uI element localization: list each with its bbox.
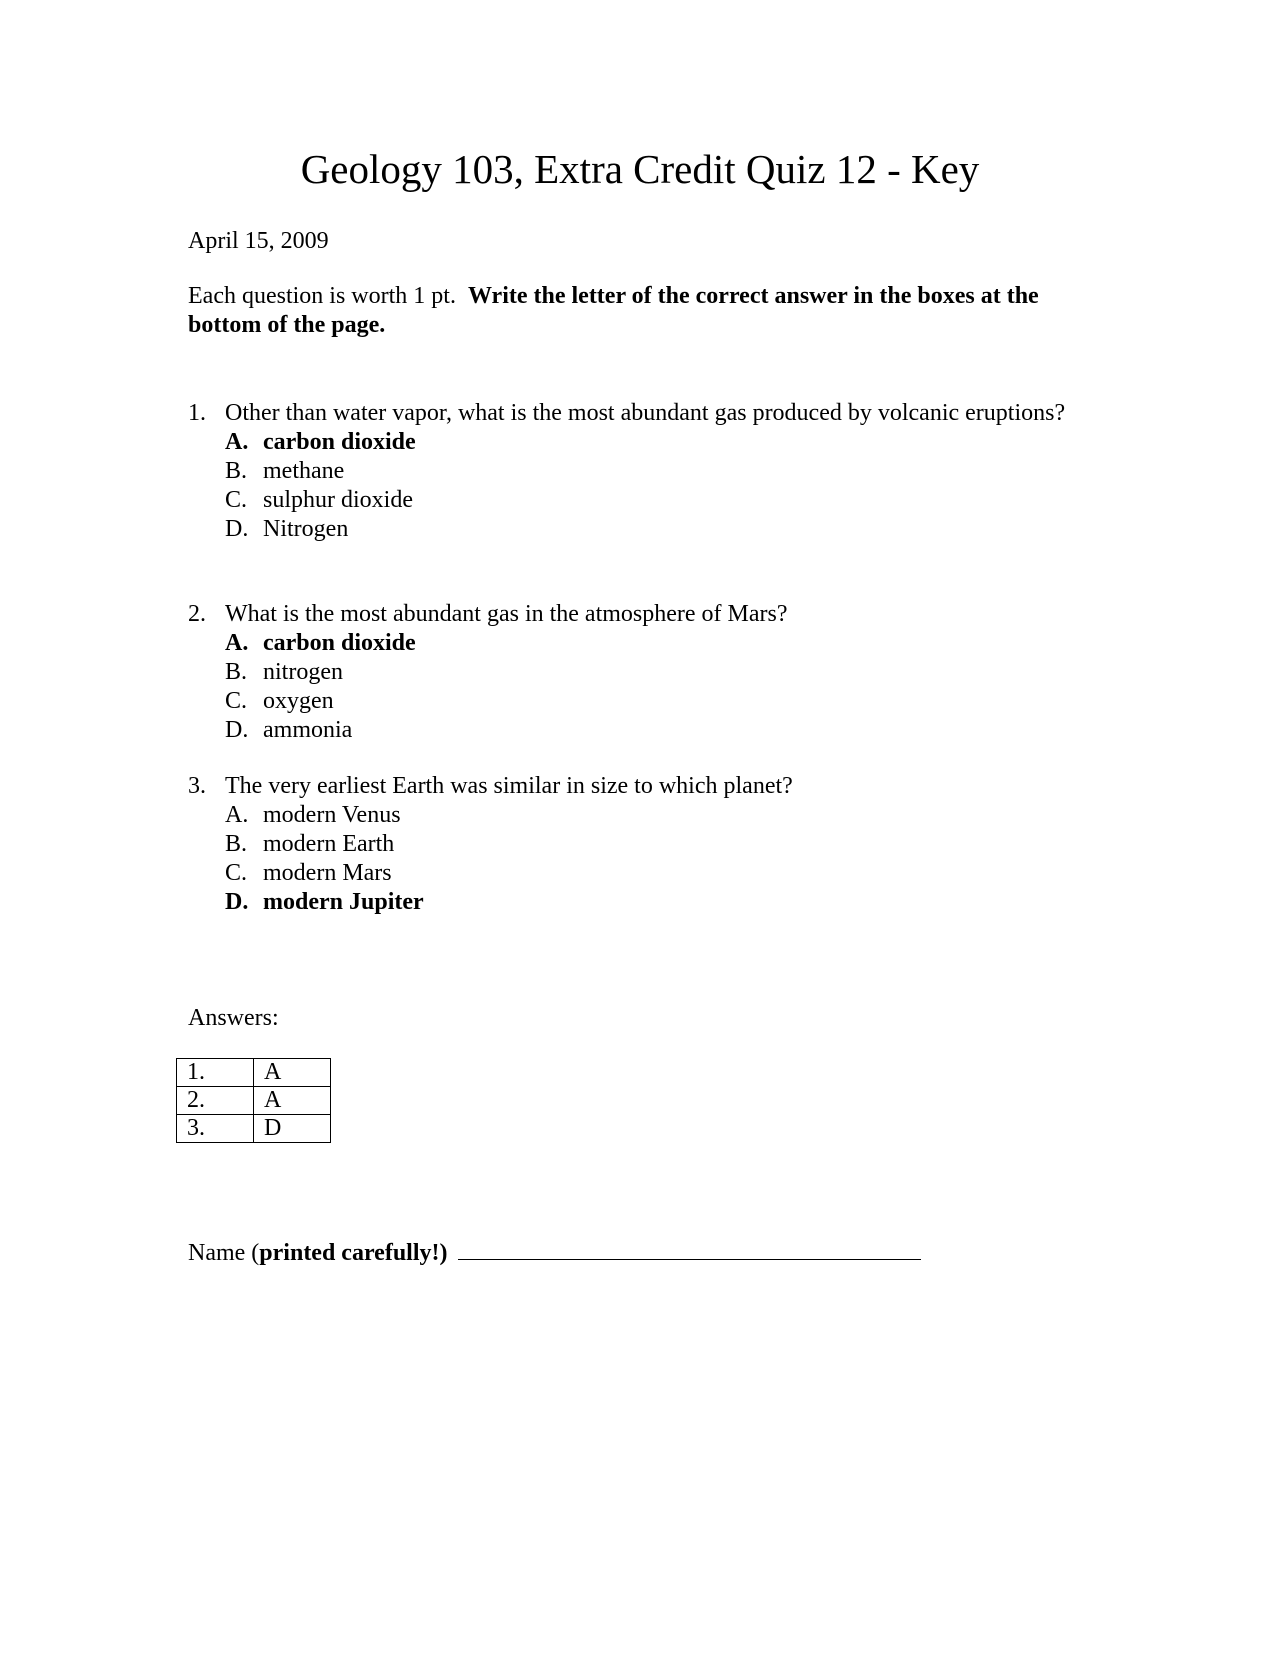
question-1 bbox=[188, 399, 1088, 544]
option-text: ammonia bbox=[263, 717, 353, 743]
option-correct bbox=[225, 428, 1088, 457]
option-list bbox=[225, 428, 1088, 544]
option-text: sulphur dioxide bbox=[263, 487, 413, 513]
option bbox=[225, 486, 1088, 515]
option bbox=[225, 830, 1088, 859]
option-letter: D. bbox=[225, 516, 249, 542]
option-letter: B. bbox=[225, 831, 248, 857]
instructions-bold: Write the letter of the correct answer in the boxes at the bottom of the page. bbox=[188, 283, 1039, 338]
option-letter: D. bbox=[225, 717, 249, 743]
answer-number: 1. bbox=[177, 1059, 254, 1087]
option-letter: D. bbox=[225, 889, 249, 915]
instructions-plain: Each question is worth 1 pt. bbox=[188, 283, 456, 309]
option bbox=[225, 687, 1088, 716]
option-text: modern Earth bbox=[263, 831, 395, 857]
option-text: methane bbox=[263, 458, 345, 484]
name-suffix: ) bbox=[439, 1240, 448, 1266]
quiz-date: April 15, 2009 bbox=[188, 228, 329, 254]
page-title: Geology 103, Extra Credit Quiz 12 - Key bbox=[300, 146, 980, 192]
option-letter: A. bbox=[225, 802, 249, 828]
question-number: 2. bbox=[188, 601, 206, 627]
option-text: oxygen bbox=[263, 688, 334, 714]
option bbox=[225, 658, 1088, 687]
option-list bbox=[225, 629, 1088, 745]
answer-box[interactable]: A bbox=[254, 1087, 331, 1115]
table-row bbox=[177, 1087, 331, 1115]
option-letter: A. bbox=[225, 630, 249, 656]
option-letter: C. bbox=[225, 860, 248, 886]
question-text: Other than water vapor, what is the most abundant gas produced by volcanic eruptions? bbox=[225, 400, 1066, 426]
option-letter: B. bbox=[225, 458, 248, 484]
option-text: nitrogen bbox=[263, 659, 343, 685]
name-instruction: printed carefully! bbox=[259, 1240, 440, 1266]
table-row bbox=[177, 1115, 331, 1143]
option-letter: C. bbox=[225, 688, 248, 714]
question-text: The very earliest Earth was similar in size to which planet? bbox=[225, 773, 793, 799]
answer-box[interactable]: A bbox=[254, 1059, 331, 1087]
option bbox=[225, 859, 1088, 888]
option-list bbox=[225, 801, 1088, 917]
question-2 bbox=[188, 600, 1088, 745]
option-letter: C. bbox=[225, 487, 248, 513]
question-number: 3. bbox=[188, 773, 206, 799]
option-correct bbox=[225, 629, 1088, 658]
option-text: Nitrogen bbox=[263, 516, 349, 542]
question-text: What is the most abundant gas in the atmosphere of Mars? bbox=[225, 601, 788, 627]
option-text: modern Jupiter bbox=[263, 889, 424, 915]
name-field[interactable] bbox=[458, 1235, 921, 1260]
option-text: modern Venus bbox=[263, 802, 401, 828]
option bbox=[225, 801, 1088, 830]
question-number: 1. bbox=[188, 400, 206, 426]
answer-number: 3. bbox=[177, 1115, 254, 1143]
option bbox=[225, 716, 1088, 745]
answer-table bbox=[176, 1058, 331, 1143]
option-text: carbon dioxide bbox=[263, 429, 416, 455]
option bbox=[225, 457, 1088, 486]
instructions bbox=[188, 282, 1088, 340]
answer-box[interactable]: D bbox=[254, 1115, 331, 1143]
name-prefix: Name ( bbox=[188, 1240, 260, 1266]
option-letter: A. bbox=[225, 429, 249, 455]
answer-number: 2. bbox=[177, 1087, 254, 1115]
option-text: modern Mars bbox=[263, 860, 392, 886]
name-line bbox=[188, 1235, 921, 1268]
option bbox=[225, 515, 1088, 544]
option-letter: B. bbox=[225, 659, 248, 685]
option-correct bbox=[225, 888, 1088, 917]
answers-label: Answers: bbox=[188, 1005, 279, 1031]
table-row bbox=[177, 1059, 331, 1087]
question-3 bbox=[188, 772, 1088, 917]
option-text: carbon dioxide bbox=[263, 630, 416, 656]
